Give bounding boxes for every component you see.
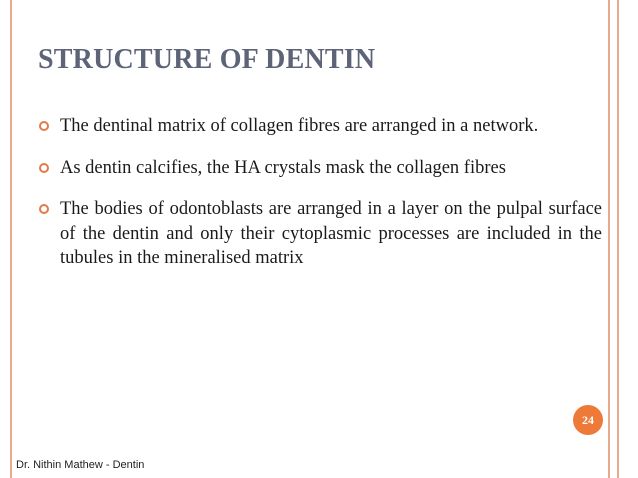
footer-text: Dr. Nithin Mathew - Dentin: [16, 459, 145, 471]
bullet-text-1: The dentinal matrix of collagen fibres are arranged in a network.: [60, 116, 539, 136]
slide-title: STRUCTURE OF DENTIN: [38, 44, 376, 75]
slide-right-rule: [617, 0, 619, 478]
ring-bullet-icon: [39, 121, 49, 131]
bullet-item-1: [38, 114, 602, 139]
ring-bullet-icon: [39, 204, 49, 214]
bullet-item-2: [38, 156, 602, 181]
bullet-item-3: [38, 197, 602, 271]
page-number-badge: 24: [573, 405, 603, 435]
bullet-list: [38, 114, 602, 288]
bullet-text-2: As dentin calcifies, the HA crystals mask the collagen fibres: [60, 157, 506, 178]
bullet-text-3: The bodies of odontoblasts are arranged in a layer on the pulpal surface of the dentin and only their cytoplasmic processes are included in the tubules in the mineralised matrix: [60, 199, 602, 268]
ring-bullet-icon: [39, 163, 49, 173]
